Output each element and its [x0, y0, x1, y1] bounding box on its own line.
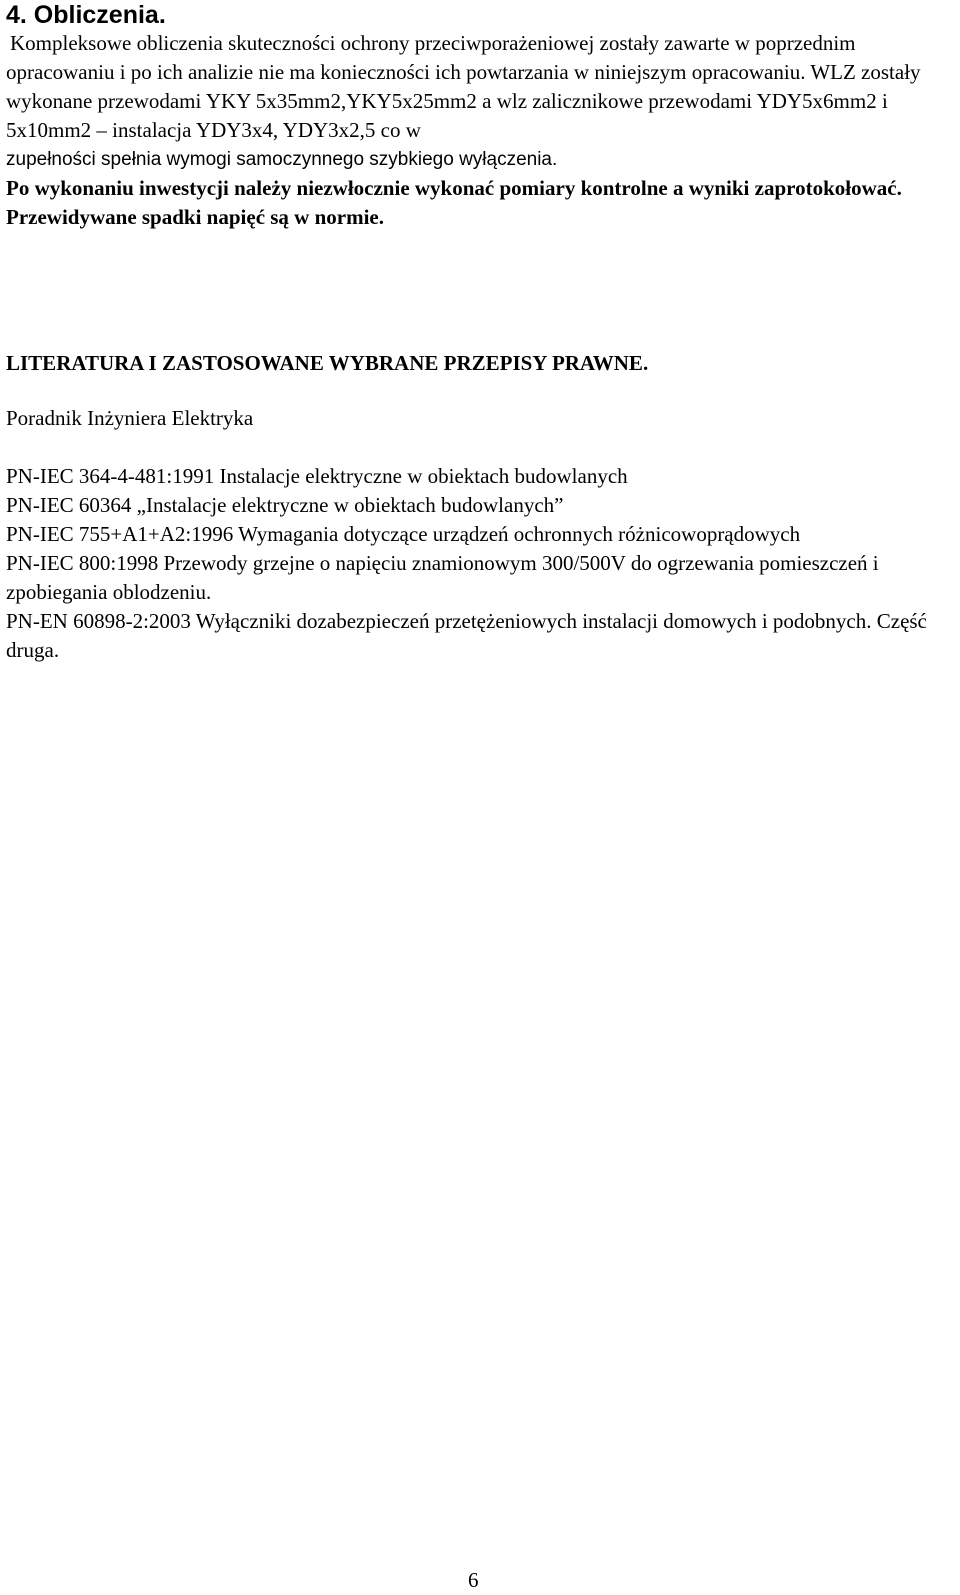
page-number: 6: [468, 1568, 479, 1592]
handbook-reference: Poradnik Inżyniera Elektryka: [6, 406, 254, 430]
calculations-paragraph-tail: zupełności spełnia wymogi samoczynnego szybkiego wyłączenia.: [6, 149, 558, 170]
literature-title: LITERATURA I ZASTOSOWANE WYBRANE PRZEPISY PRAWNE.: [6, 351, 649, 375]
reference-item: PN-IEC 755+A1+A2:1996 Wymagania dotyczące urządzeń ochronnych różnicowoprądowych: [6, 522, 801, 546]
reference-item: PN-EN 60898-2:2003 Wyłączniki dozabezpieczeń przetężeniowych instalacji domowych i podobnych. Część druga.: [6, 609, 927, 662]
section-heading: 4. Obliczenia.: [6, 1, 166, 29]
reference-item: PN-IEC 364-4-481:1991 Instalacje elektryczne w obiektach budowlanych: [6, 464, 628, 488]
measurement-note: Po wykonaniu inwestycji należy niezwłocznie wykonać pomiary kontrolne a wyniki zaprotokołować. Przewidywane spadki napięć są w normie.: [6, 176, 902, 229]
reference-item: PN-IEC 60364 „Instalacje elektryczne w obiektach budowlanych”: [6, 493, 564, 517]
reference-item: PN-IEC 800:1998 Przewody grzejne o napięciu znamionowym 300/500V do ogrzewania pomieszczeń i zpobiegania oblodzeniu.: [6, 551, 879, 604]
document-page: [6, 0, 954, 232]
calculations-paragraph: Kompleksowe obliczenia skuteczności ochrony przeciwporażeniowej zostały zawarte w poprzednim opracowaniu i po ich analizie nie ma konieczności ich powtarzania w niniejszym opracowaniu. WLZ zostały wykonane przewodami YKY 5x35mm2,YKY5x25mm2 a wlz zalicznikowe przewodami YDY5x6mm2 i 5x10mm2 – instalacja YDY3x4, YDY3x2,5 co w: [6, 31, 921, 142]
literature-list: [6, 404, 954, 665]
